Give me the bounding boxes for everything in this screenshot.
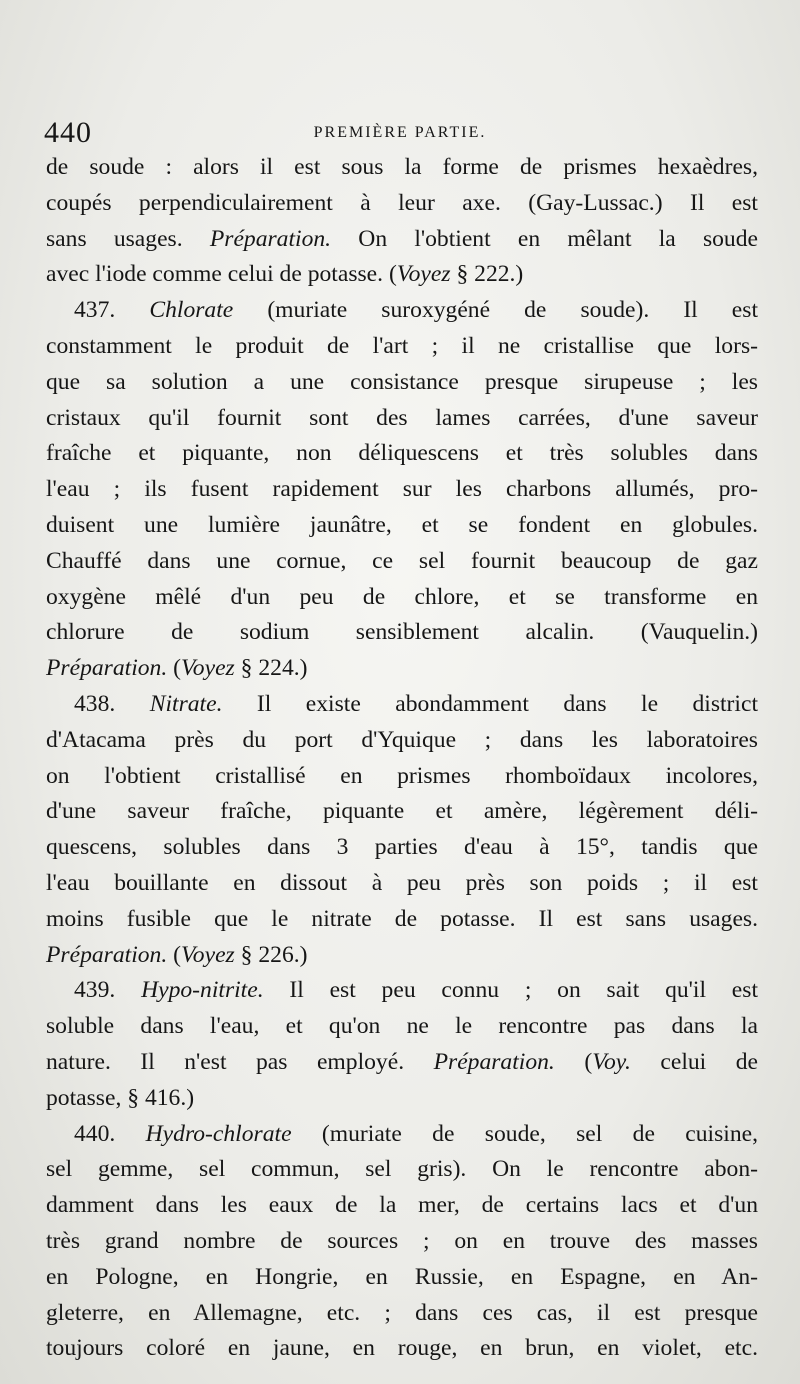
italic-text: Voyez — [181, 655, 235, 682]
text-line — [46, 508, 758, 544]
text-segment: sans usages. — [46, 225, 210, 252]
text-segment: Il est peu connu ; on sait qu'il est — [263, 977, 759, 1004]
text-line — [46, 1117, 758, 1153]
text-segment: potasse, § 416.) — [46, 1084, 195, 1111]
text-segment: oxygène mêlé d'un peu de chlore, et se transforme en — [46, 583, 758, 610]
text-segment: ( — [167, 941, 182, 968]
text-segment: coupés perpendiculairement à leur axe. (Gay-Lussac.) Il est — [46, 189, 758, 216]
text-segment: moins fusible que le nitrate de potasse. Il est sans usages. — [46, 905, 758, 932]
text-line — [46, 544, 758, 580]
text-line — [46, 615, 758, 651]
text-segment: 439. — [74, 977, 142, 1004]
text-segment: damment dans les eaux de la mer, de certains lacs et d'un — [46, 1192, 758, 1219]
text-line — [46, 651, 758, 687]
italic-text: Voyez — [181, 941, 235, 968]
text-segment: § 222.) — [450, 261, 524, 288]
text-segment: d'Atacama près du port d'Yquique ; dans les laboratoires — [46, 726, 758, 753]
text-segment: on l'obtient cristallisé en prismes rhomboïdaux incolores, — [46, 762, 758, 789]
italic-text: Voy. — [592, 1048, 631, 1075]
text-line — [46, 1152, 758, 1188]
text-segment: 438. — [74, 690, 150, 717]
text-line — [46, 759, 758, 795]
italic-text: Hydro-chlorate — [145, 1120, 292, 1147]
text-line — [46, 1188, 758, 1224]
text-line — [46, 222, 758, 258]
text-segment: gleterre, en Allemagne, etc. ; dans ces cas, il est presque — [46, 1299, 758, 1326]
text-segment: Chauffé dans une cornue, ce sel fournit beaucoup de gaz — [46, 547, 758, 574]
text-line — [46, 902, 758, 938]
text-segment: d'une saveur fraîche, piquante et amère, légèrement déli- — [46, 798, 758, 825]
text-line — [46, 1296, 758, 1332]
italic-text: Voyez — [396, 261, 451, 288]
text-line — [46, 1081, 758, 1117]
page-header — [44, 116, 756, 149]
text-segment: sel gemme, sel commun, sel gris). On le rencontre abon- — [46, 1156, 758, 1183]
text-line — [46, 830, 758, 866]
text-line — [46, 1045, 758, 1081]
text-segment: l'eau ; ils fusent rapidement sur les charbons allumés, pro- — [46, 476, 758, 503]
text-line — [46, 401, 758, 437]
text-line — [46, 436, 758, 472]
text-segment: chlorure de sodium sensiblement alcalin. (Vauquelin.) — [46, 619, 758, 646]
text-segment: (muriate suroxygéné de soude). Il est — [233, 297, 759, 324]
text-segment: soluble dans l'eau, et qu'on ne le rencontre pas dans la — [46, 1013, 758, 1040]
italic-text: Chlorate — [149, 297, 234, 324]
text-segment: § 224.) — [234, 655, 308, 682]
text-segment: que sa solution a une consistance presque sirupeuse ; les — [46, 368, 758, 395]
text-segment: l'eau bouillante en dissout à peu près son poids ; il est — [46, 869, 758, 896]
text-segment: 437. — [74, 297, 150, 324]
italic-text: Hypo-nitrite. — [141, 977, 264, 1004]
text-segment: nature. Il n'est pas employé. — [46, 1048, 434, 1075]
text-line — [46, 1009, 758, 1045]
italic-text: Préparation. — [46, 941, 168, 968]
text-segment: quescens, solubles dans 3 parties d'eau à 15°, tandis que — [46, 834, 758, 861]
text-line — [46, 866, 758, 902]
text-line — [46, 973, 758, 1009]
text-line — [46, 687, 758, 723]
text-segment: en Pologne, en Hongrie, en Russie, en Espagne, en An- — [46, 1263, 758, 1290]
italic-text: Préparation. — [433, 1048, 555, 1075]
text-segment: cristaux qu'il fournit sont des lames carrées, d'une saveur — [46, 404, 758, 431]
text-line — [46, 186, 758, 222]
text-line — [46, 472, 758, 508]
text-segment: Il existe abondamment dans le district — [222, 690, 758, 717]
text-line — [46, 365, 758, 401]
text-line — [46, 580, 758, 616]
italic-text: Préparation. — [46, 655, 168, 682]
text-segment: avec l'iode comme celui de potasse. ( — [46, 261, 397, 288]
italic-text: Nitrate. — [149, 690, 223, 717]
text-segment: celui de — [630, 1048, 758, 1075]
body-text — [46, 150, 758, 1367]
text-segment: On l'obtient en mêlant la soude — [331, 225, 759, 252]
text-line — [46, 1331, 758, 1367]
text-line — [46, 293, 758, 329]
text-segment: toujours coloré en jaune, en rouge, en brun, en violet, etc. — [46, 1335, 758, 1362]
text-segment: (muriate de soude, sel de cuisine, — [291, 1120, 758, 1147]
text-segment: duisent une lumière jaunâtre, et se fondent en globules. — [46, 511, 758, 538]
text-line — [46, 794, 758, 830]
text-line — [46, 938, 758, 974]
text-segment: ( — [554, 1048, 593, 1075]
text-line — [46, 1260, 758, 1296]
text-segment: très grand nombre de sources ; on en trouve des masses — [46, 1227, 758, 1254]
text-line — [46, 150, 758, 186]
text-segment: de soude : alors il est sous la forme de prismes hexaèdres, — [46, 154, 758, 180]
page-number: 440 — [44, 116, 92, 149]
text-segment: § 226.) — [234, 941, 308, 968]
text-segment: constamment le produit de l'art ; il ne cristallise que lors- — [46, 332, 758, 359]
text-segment: fraîche et piquante, non déliquescens et très solubles dans — [46, 440, 758, 467]
italic-text: Préparation. — [209, 225, 332, 252]
text-line — [46, 329, 758, 365]
text-segment: ( — [167, 655, 182, 682]
text-segment: 440. — [74, 1120, 146, 1147]
running-title: PREMIÈRE PARTIE. — [313, 124, 487, 141]
text-line — [46, 723, 758, 759]
text-line — [46, 1224, 758, 1260]
text-line — [46, 257, 758, 293]
